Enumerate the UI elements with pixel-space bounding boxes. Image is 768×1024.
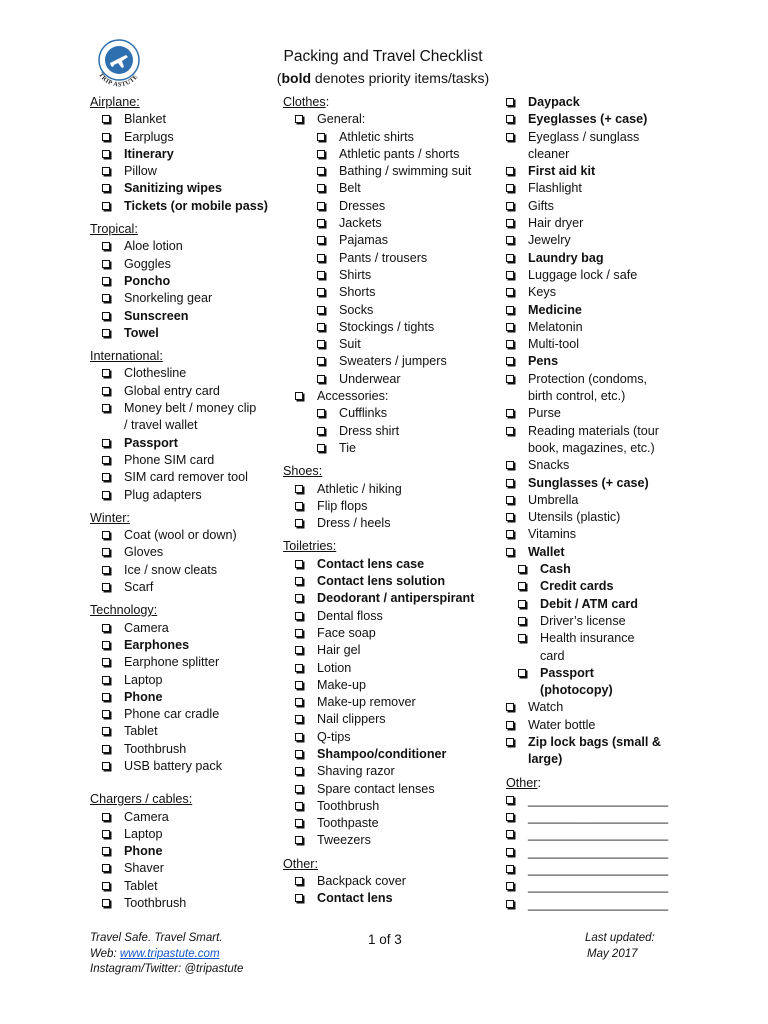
checkbox-icon[interactable]: [102, 566, 110, 574]
checkbox-icon[interactable]: [506, 340, 514, 348]
section-heading: Winter:: [90, 510, 130, 525]
checkbox-icon[interactable]: [295, 612, 303, 620]
checkbox-icon[interactable]: [506, 738, 514, 746]
checkbox-icon[interactable]: [295, 115, 303, 123]
checklist-item[interactable]: Athletic pants / shorts: [283, 146, 505, 163]
checkbox-icon[interactable]: [506, 900, 514, 908]
checklist-item[interactable]: Cash: [506, 561, 696, 578]
checklist-item[interactable]: Utensils (plastic): [506, 509, 696, 526]
checklist-item[interactable]: Underwear: [283, 371, 505, 388]
checkbox-icon[interactable]: [518, 600, 526, 608]
checklist-item[interactable]: Phone SIM card: [90, 452, 272, 469]
checklist-item[interactable]: Gifts: [506, 198, 696, 215]
checkbox-icon[interactable]: [295, 802, 303, 810]
checkbox-icon[interactable]: [102, 329, 110, 337]
checkbox-icon[interactable]: [295, 681, 303, 689]
checkbox-icon[interactable]: [317, 271, 325, 279]
checkbox-icon[interactable]: [295, 836, 303, 844]
checkbox-icon[interactable]: [506, 848, 514, 856]
checklist-item[interactable]: Phone: [90, 843, 272, 860]
checkbox-icon[interactable]: [518, 669, 526, 677]
checkbox-icon[interactable]: [295, 894, 303, 902]
checklist-item[interactable]: Nail clippers: [283, 711, 505, 728]
checkbox-icon[interactable]: [506, 306, 514, 314]
checklist-item[interactable]: First aid kit: [506, 163, 696, 180]
checklist-item[interactable]: Make-up: [283, 677, 505, 694]
checklist-item[interactable]: Camera: [90, 620, 272, 637]
checklist-item[interactable]: Reading materials (tour: [506, 423, 696, 440]
checklist-item[interactable]: Goggles: [90, 256, 272, 273]
section-other-middle: [283, 856, 505, 908]
section-clothes: [283, 94, 505, 457]
checklist-item[interactable]: Daypack: [506, 94, 696, 111]
checkbox-icon[interactable]: [102, 404, 110, 412]
checkbox-icon[interactable]: [102, 473, 110, 481]
checkbox-icon[interactable]: [317, 167, 325, 175]
checklist-item[interactable]: Tablet: [90, 723, 272, 740]
checkbox-icon[interactable]: [295, 629, 303, 637]
website-link[interactable]: www.tripastute.com: [119, 947, 220, 960]
checkbox-icon[interactable]: [102, 583, 110, 591]
checklist-item[interactable]: Laundry bag: [506, 250, 696, 267]
checklist-item[interactable]: Jewelry: [506, 232, 696, 249]
checklist-item[interactable]: Hair dryer: [506, 215, 696, 232]
checkbox-icon[interactable]: [102, 439, 110, 447]
checklist-item[interactable]: Cufflinks: [283, 405, 505, 422]
page-title: Packing and Travel Checklist: [283, 48, 483, 65]
footer-slogan: Travel Safe. Travel Smart.: [90, 932, 223, 944]
checklist-item[interactable]: Jackets: [283, 215, 505, 232]
checkbox-icon[interactable]: [295, 750, 303, 758]
checkbox-icon[interactable]: [506, 721, 514, 729]
section-heading: Tropical:: [90, 222, 138, 237]
svg-text:TRIP ASTUTE: TRIP ASTUTE: [97, 71, 140, 89]
column-right: [506, 94, 696, 913]
checkbox-icon[interactable]: [506, 254, 514, 262]
checkbox-icon[interactable]: [506, 323, 514, 331]
page-number: 1 of 3: [368, 932, 402, 947]
section-misc: [506, 94, 696, 769]
checklist-item[interactable]: Melatonin: [506, 319, 696, 336]
checkbox-icon[interactable]: [317, 427, 325, 435]
checklist-item[interactable]: Flashlight: [506, 180, 696, 197]
trip-astute-logo: [90, 36, 148, 92]
checklist-item[interactable]: Dress / heels: [283, 515, 505, 532]
section-technology: [90, 602, 272, 775]
checkbox-icon[interactable]: [317, 202, 325, 210]
checklist-item-continued: card: [540, 648, 565, 663]
checklist-item[interactable]: Dresses: [283, 198, 505, 215]
checklist-item[interactable]: Hair gel: [283, 642, 505, 659]
checkbox-icon[interactable]: [295, 733, 303, 741]
checkbox-icon[interactable]: [295, 785, 303, 793]
checklist-item[interactable]: Toothbrush: [90, 895, 272, 912]
checklist-item[interactable]: Plug adapters: [90, 487, 272, 504]
checkbox-icon[interactable]: [102, 531, 110, 539]
checklist-item-continued: / travel wallet: [124, 418, 198, 433]
section-tropical: [90, 221, 272, 342]
checklist-item[interactable]: Contact lens: [283, 890, 505, 907]
checklist-item[interactable]: Clothesline: [90, 365, 272, 382]
checklist-item-continued: large): [528, 752, 563, 767]
checklist-item[interactable]: Coat (wool or down): [90, 527, 272, 544]
checklist-item[interactable]: Shirts: [283, 267, 505, 284]
checklist-item[interactable]: Earphone splitter: [90, 654, 272, 671]
checklist-item[interactable]: Pants / trousers: [283, 250, 505, 267]
checkbox-icon[interactable]: [102, 710, 110, 718]
checkbox-icon[interactable]: [518, 634, 526, 642]
checkbox-icon[interactable]: [102, 676, 110, 684]
checklist-item[interactable]: Toothbrush: [283, 798, 505, 815]
checkbox-icon[interactable]: [506, 167, 514, 175]
checklist-item[interactable]: Shaving razor: [283, 763, 505, 780]
checkbox-icon[interactable]: [102, 745, 110, 753]
checklist-item-general[interactable]: General:: [283, 111, 505, 128]
checkbox-icon[interactable]: [295, 715, 303, 723]
checkbox-icon[interactable]: [518, 565, 526, 573]
checklist-item-continued: cleaner: [528, 146, 570, 161]
checklist-item[interactable]: Snorkeling gear: [90, 290, 272, 307]
checkbox-icon[interactable]: [102, 242, 110, 250]
checklist-item[interactable]: Toothpaste: [283, 815, 505, 832]
checkbox-icon[interactable]: [102, 369, 110, 377]
section-heading: Technology:: [90, 603, 158, 618]
checkbox-icon[interactable]: [102, 133, 110, 141]
checklist-item[interactable]: Socks: [283, 302, 505, 319]
checkbox-icon[interactable]: [506, 513, 514, 521]
checklist-item[interactable]: Credit cards: [506, 578, 696, 595]
section-other-right: [506, 775, 696, 913]
checkbox-icon[interactable]: [295, 698, 303, 706]
checklist-item[interactable]: Medicine: [506, 302, 696, 319]
checklist-item[interactable]: Towel: [90, 325, 272, 342]
checkbox-icon[interactable]: [506, 133, 514, 141]
last-updated-label: Last updated:: [585, 932, 655, 944]
last-updated-date: May 2017: [587, 947, 638, 960]
checklist-item[interactable]: Flip flops: [283, 498, 505, 515]
checklist-item[interactable]: Multi-tool: [506, 336, 696, 353]
checklist-item[interactable]: Earplugs: [90, 129, 272, 146]
checklist-item[interactable]: Luggage lock / safe: [506, 267, 696, 284]
checklist-item[interactable]: Ice / snow cleats: [90, 562, 272, 579]
checkbox-icon[interactable]: [295, 664, 303, 672]
checklist-item[interactable]: Stockings / tights: [283, 319, 505, 336]
checklist-item[interactable]: Protection (condoms,: [506, 371, 696, 388]
checkbox-icon[interactable]: [102, 624, 110, 632]
checkbox-icon[interactable]: [295, 392, 303, 400]
checklist-item[interactable]: Dental floss: [283, 608, 505, 625]
checklist-item[interactable]: Scarf: [90, 579, 272, 596]
checkbox-icon[interactable]: [317, 323, 325, 331]
checkbox-icon[interactable]: [102, 548, 110, 556]
checklist-item[interactable]: Phone car cradle: [90, 706, 272, 723]
checklist-item[interactable]: Itinerary: [90, 146, 272, 163]
checklist-item[interactable]: Zip lock bags (small &: [506, 734, 696, 751]
checkbox-icon[interactable]: [506, 427, 514, 435]
checkbox-icon[interactable]: [506, 796, 514, 804]
column-middle: [283, 94, 505, 908]
section-heading: Shoes:: [283, 464, 323, 479]
checklist-item[interactable]: Shaver: [90, 860, 272, 877]
checkbox-icon[interactable]: [317, 444, 325, 452]
checklist-item[interactable]: Driver’s license: [506, 613, 696, 630]
checkbox-icon[interactable]: [295, 767, 303, 775]
checklist-item[interactable]: Global entry card: [90, 383, 272, 400]
section-heading: Clothes:: [283, 95, 330, 109]
checklist-item[interactable]: Athletic shirts: [283, 129, 505, 146]
checklist-item[interactable]: Shorts: [283, 284, 505, 301]
checklist-item[interactable]: Q-tips: [283, 729, 505, 746]
checklist-item[interactable]: Eyeglass / sunglass: [506, 129, 696, 146]
blank-item[interactable]: ____________________: [506, 878, 696, 895]
checklist-item[interactable]: Laptop: [90, 826, 272, 843]
section-shoes: [283, 463, 505, 532]
checklist-item[interactable]: Tickets (or mobile pass): [90, 198, 272, 215]
section-heading: Other:: [506, 775, 541, 790]
checkbox-icon[interactable]: [295, 877, 303, 885]
section-international: [90, 348, 272, 504]
checkbox-icon[interactable]: [506, 548, 514, 556]
checkbox-icon[interactable]: [506, 830, 514, 838]
checklist-item[interactable]: Passport: [90, 435, 272, 452]
checkbox-icon[interactable]: [295, 519, 303, 527]
checklist-item[interactable]: Gloves: [90, 544, 272, 561]
checkbox-icon[interactable]: [317, 306, 325, 314]
checklist-item[interactable]: Sanitizing wipes: [90, 180, 272, 197]
checklist-item[interactable]: Toothbrush: [90, 741, 272, 758]
checkbox-icon[interactable]: [506, 219, 514, 227]
checkbox-icon[interactable]: [506, 236, 514, 244]
checklist-item[interactable]: Sweaters / jumpers: [283, 353, 505, 370]
checklist-item-continued: book, magazines, etc.): [528, 440, 655, 455]
checkbox-icon[interactable]: [506, 813, 514, 821]
section-heading: Chargers / cables:: [90, 792, 193, 807]
blank-item[interactable]: ____________________: [506, 861, 696, 878]
checkbox-icon[interactable]: [102, 456, 110, 464]
checkbox-icon[interactable]: [295, 485, 303, 493]
checklist-item[interactable]: Suit: [283, 336, 505, 353]
checklist-item[interactable]: Water bottle: [506, 717, 696, 734]
checkbox-icon[interactable]: [506, 184, 514, 192]
checklist-item[interactable]: Pens: [506, 353, 696, 370]
section-heading: Airplane:: [90, 95, 140, 109]
checklist-item[interactable]: Debit / ATM card: [506, 596, 696, 613]
checklist-item[interactable]: SIM card remover tool: [90, 469, 272, 486]
checkbox-icon[interactable]: [506, 409, 514, 417]
checkbox-icon[interactable]: [102, 387, 110, 395]
checklist-item[interactable]: Camera: [90, 809, 272, 826]
checkbox-icon[interactable]: [506, 496, 514, 504]
checkbox-icon[interactable]: [102, 658, 110, 666]
checklist-item[interactable]: Keys: [506, 284, 696, 301]
checkbox-icon[interactable]: [506, 271, 514, 279]
checkbox-icon[interactable]: [102, 202, 110, 210]
blank-item[interactable]: ____________________: [506, 792, 696, 809]
checkbox-icon[interactable]: [506, 865, 514, 873]
footer-right: [585, 931, 655, 962]
checklist-item[interactable]: Vitamins: [506, 526, 696, 543]
checkbox-icon[interactable]: [102, 899, 110, 907]
checkbox-icon[interactable]: [506, 375, 514, 383]
checklist-item[interactable]: Belt: [283, 180, 505, 197]
checkbox-icon[interactable]: [317, 288, 325, 296]
checklist-item[interactable]: Umbrella: [506, 492, 696, 509]
checklist-item[interactable]: Purse: [506, 405, 696, 422]
checkbox-icon[interactable]: [317, 357, 325, 365]
checkbox-icon[interactable]: [102, 882, 110, 890]
checklist-item[interactable]: Phone: [90, 689, 272, 706]
checklist-item[interactable]: Dress shirt: [283, 423, 505, 440]
footer-left: [90, 931, 243, 978]
checkbox-icon[interactable]: [518, 617, 526, 625]
checklist-item[interactable]: Pillow: [90, 163, 272, 180]
checkbox-icon[interactable]: [506, 882, 514, 890]
checkbox-icon[interactable]: [102, 277, 110, 285]
section-winter: [90, 510, 272, 596]
checklist-item[interactable]: Passport: [506, 665, 696, 682]
checkbox-icon[interactable]: [317, 133, 325, 141]
checklist-item[interactable]: Lotion: [283, 660, 505, 677]
section-heading: Toiletries:: [283, 539, 337, 554]
checklist-item[interactable]: Deodorant / antiperspirant: [283, 590, 505, 607]
section-airplane: [90, 94, 272, 215]
checkbox-icon[interactable]: [506, 202, 514, 210]
checkbox-icon[interactable]: [317, 236, 325, 244]
checkbox-icon[interactable]: [506, 115, 514, 123]
checkbox-icon[interactable]: [317, 184, 325, 192]
checkbox-icon[interactable]: [102, 150, 110, 158]
checklist-item[interactable]: Sunscreen: [90, 308, 272, 325]
checkbox-icon[interactable]: [102, 260, 110, 268]
checklist-item[interactable]: Money belt / money clip: [90, 400, 272, 417]
checkbox-icon[interactable]: [102, 762, 110, 770]
checkbox-icon[interactable]: [102, 693, 110, 701]
checkbox-icon[interactable]: [102, 294, 110, 302]
checkbox-icon[interactable]: [317, 340, 325, 348]
checkbox-icon[interactable]: [295, 502, 303, 510]
page-subtitle: (bold denotes priority items/tasks): [276, 70, 490, 86]
checkbox-icon[interactable]: [102, 491, 110, 499]
checklist-item[interactable]: Snacks: [506, 457, 696, 474]
checklist-item[interactable]: Laptop: [90, 672, 272, 689]
checkbox-icon[interactable]: [295, 646, 303, 654]
blank-item[interactable]: ____________________: [506, 896, 696, 913]
checklist-item[interactable]: Contact lens solution: [283, 573, 505, 590]
checkbox-icon[interactable]: [295, 594, 303, 602]
checklist-item[interactable]: Shampoo/conditioner: [283, 746, 505, 763]
checkbox-icon[interactable]: [506, 479, 514, 487]
checkbox-icon[interactable]: [506, 357, 514, 365]
checkbox-icon[interactable]: [102, 115, 110, 123]
checkbox-icon[interactable]: [506, 288, 514, 296]
checklist-item[interactable]: Poncho: [90, 273, 272, 290]
checkbox-icon[interactable]: [102, 813, 110, 821]
checklist-item[interactable]: Tweezers: [283, 832, 505, 849]
checklist-item[interactable]: Eyeglasses (+ case): [506, 111, 696, 128]
checkbox-icon[interactable]: [102, 864, 110, 872]
checkbox-icon[interactable]: [102, 830, 110, 838]
checkbox-icon[interactable]: [102, 184, 110, 192]
checkbox-icon[interactable]: [506, 703, 514, 711]
checklist-item-continued: (photocopy): [540, 683, 613, 698]
checklist-item[interactable]: Make-up remover: [283, 694, 505, 711]
checklist-item[interactable]: Earphones: [90, 637, 272, 654]
footer-web: Web: www.tripastute.com: [90, 947, 220, 960]
checklist-item[interactable]: Contact lens case: [283, 556, 505, 573]
checkbox-icon[interactable]: [506, 98, 514, 106]
checklist-item[interactable]: Aloe lotion: [90, 238, 272, 255]
checklist-item[interactable]: Face soap: [283, 625, 505, 642]
section-heading: International:: [90, 349, 163, 364]
checklist-item-wallet[interactable]: Wallet: [506, 544, 696, 561]
footer-social: Instagram/Twitter: @tripastute: [90, 963, 244, 975]
checklist-item[interactable]: Pajamas: [283, 232, 505, 249]
checklist-item[interactable]: Backpack cover: [283, 873, 505, 890]
checkbox-icon[interactable]: [295, 577, 303, 585]
checkbox-icon[interactable]: [295, 819, 303, 827]
checkbox-icon[interactable]: [102, 312, 110, 320]
checkbox-icon[interactable]: [317, 409, 325, 417]
checklist-item[interactable]: Athletic / hiking: [283, 481, 505, 498]
checklist-item[interactable]: Tie: [283, 440, 505, 457]
section-heading: Other:: [283, 856, 318, 871]
checkbox-icon[interactable]: [102, 847, 110, 855]
section-toiletries: [283, 538, 505, 849]
blank-item[interactable]: ____________________: [506, 809, 696, 826]
checklist-item-continued: birth control, etc.): [528, 389, 626, 404]
checkbox-icon[interactable]: [295, 560, 303, 568]
checklist-item[interactable]: Bathing / swimming suit: [283, 163, 505, 180]
checklist-item[interactable]: Spare contact lenses: [283, 781, 505, 798]
blank-item[interactable]: ____________________: [506, 826, 696, 843]
column-left: [90, 94, 272, 912]
checkbox-icon[interactable]: [317, 219, 325, 227]
section-chargers: [90, 791, 272, 912]
checklist-item[interactable]: USB battery pack: [90, 758, 272, 775]
checkbox-icon[interactable]: [518, 582, 526, 590]
checkbox-icon[interactable]: [317, 150, 325, 158]
checklist-item[interactable]: Tablet: [90, 878, 272, 895]
checklist-item[interactable]: Blanket: [90, 111, 272, 128]
checklist-item[interactable]: Health insurance: [506, 630, 696, 647]
checkbox-icon[interactable]: [506, 530, 514, 538]
checkbox-icon[interactable]: [506, 461, 514, 469]
checkbox-icon[interactable]: [317, 254, 325, 262]
checkbox-icon[interactable]: [102, 167, 110, 175]
blank-item[interactable]: ____________________: [506, 844, 696, 861]
checklist-item[interactable]: Sunglasses (+ case): [506, 475, 696, 492]
checkbox-icon[interactable]: [102, 727, 110, 735]
checklist-item[interactable]: Watch: [506, 699, 696, 716]
checkbox-icon[interactable]: [102, 641, 110, 649]
checkbox-icon[interactable]: [317, 375, 325, 383]
checklist-item-accessories[interactable]: Accessories:: [283, 388, 505, 405]
